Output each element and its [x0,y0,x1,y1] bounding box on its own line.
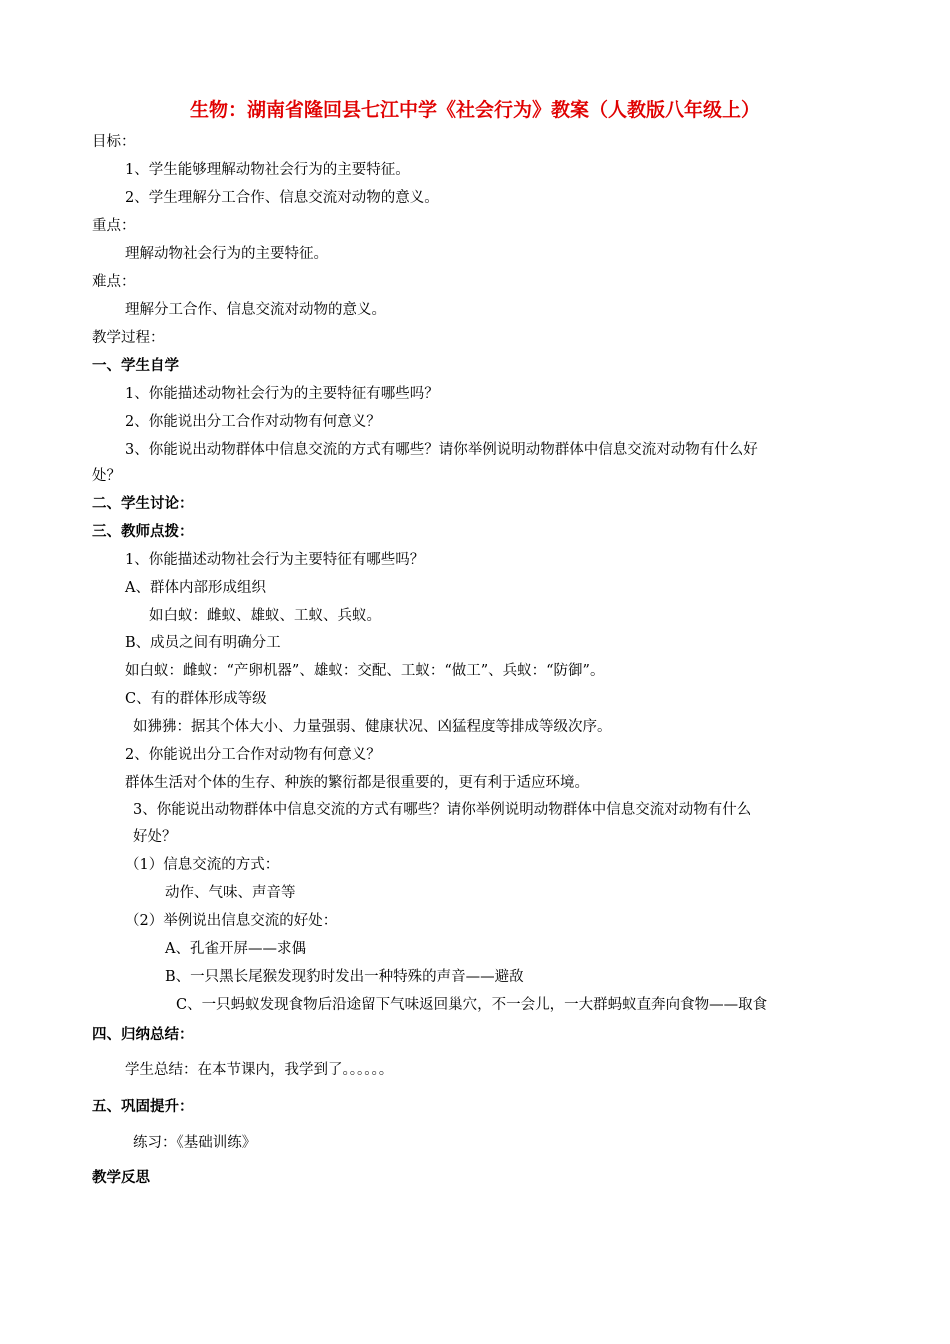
question-item: 1、你能描述动物社会行为主要特征有哪些吗？ [125,552,425,568]
question-item: 3、你能说出动物群体中信息交流的方式有哪些？请你举例说明动物群体中信息交流对动物有什么好 [125,442,758,458]
answer-text: 群体生活对个体的生存、种族的繁衍都是很重要的，更有利于适应环境。 [125,775,589,791]
reflection-heading: 教学反思 [92,1170,150,1186]
point-title: B、成员之间有明确分工 [125,635,281,651]
sub-title: （2）举例说出信息交流的好处： [125,913,338,929]
point-example: 如白蚁：雌蚁：“产卵机器”、雄蚁：交配、工蚁：“做工”、兵蚁：“防御”。 [125,663,605,679]
point-example: 如白蚁：雌蚁、雄蚁、工蚁、兵蚁。 [149,608,381,624]
question-item: 2、你能说出分工合作对动物有何意义？ [125,414,381,430]
point-title: A、群体内部形成组织 [125,580,266,596]
question-item: 2、你能说出分工合作对动物有何意义？ [125,747,381,763]
example-item: A、孔雀开屏——求偶 [165,941,306,957]
section-heading-5: 五、巩固提升： [92,1099,194,1115]
question-item-continued: 处？ [92,468,121,484]
sub-title: （1）信息交流的方式： [125,857,280,873]
exercise-text: 练习：《基础训练》 [133,1135,257,1151]
key-label: 重点： [92,218,136,234]
key-text: 理解动物社会行为的主要特征。 [125,246,328,262]
point-title: C、有的群体形成等级 [125,691,267,707]
goals-label: 目标： [92,134,136,150]
question-item-continued: 好处？ [133,829,177,845]
goal-item: 1、学生能够理解动物社会行为的主要特征。 [125,162,410,178]
question-item: 1、你能描述动物社会行为的主要特征有哪些吗？ [125,386,439,402]
section-heading-2: 二、学生讨论： [92,496,194,512]
difficulty-label: 难点： [92,274,136,290]
document-title: 生物：湖南省隆回县七江中学《社会行为》教案（人教版八年级上） [189,99,760,121]
section-heading-3: 三、教师点拨： [92,524,194,540]
question-item: 3、你能说出动物群体中信息交流的方式有哪些？请你举例说明动物群体中信息交流对动物有什么 [133,802,752,818]
process-label: 教学过程： [92,330,165,346]
difficulty-text: 理解分工合作、信息交流对动物的意义。 [125,302,386,318]
goal-item: 2、学生理解分工合作、信息交流对动物的意义。 [125,190,439,206]
section-heading-4: 四、归纳总结： [92,1027,194,1043]
sub-text: 动作、气味、声音等 [165,885,296,901]
summary-text: 学生总结：在本节课内，我学到了。。。。。。 [125,1062,394,1078]
example-item: C、一只蚂蚁发现食物后沿途留下气味返回巢穴，不一会儿，一大群蚂蚁直奔向食物——取食 [176,997,768,1013]
point-example: 如狒狒：据其个体大小、力量强弱、健康状况、凶猛程度等排成等级次序。 [133,719,612,735]
section-heading-1: 一、学生自学 [92,358,179,374]
example-item: B、一只黑长尾猴发现豹时发出一种特殊的声音——避敌 [165,969,524,985]
